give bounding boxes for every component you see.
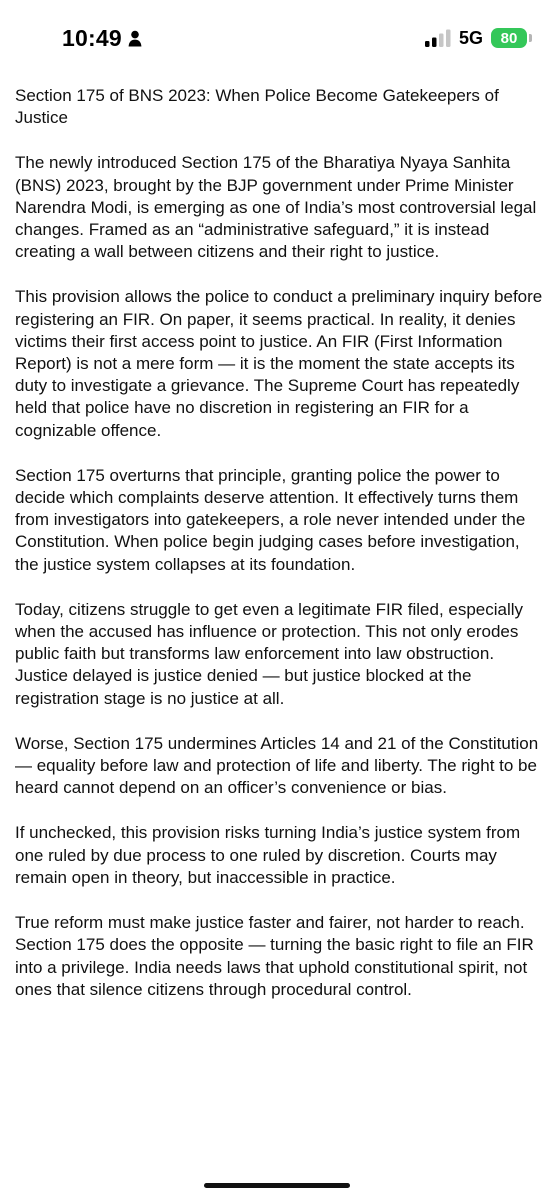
status-bar xyxy=(0,0,554,80)
home-indicator[interactable] xyxy=(204,1183,350,1188)
person-icon xyxy=(128,30,142,47)
signal-icon xyxy=(425,29,451,47)
battery-tip xyxy=(529,34,532,42)
status-right-group xyxy=(425,24,532,52)
article-paragraph-1: The newly introduced Section 175 of the Bharatiya Nyaya Sanhita (BNS) 2023, brought by the BJP government under Prime Minister Narendra Modi, is emerging as one of India’s most controversial legal changes. Framed as an “administrative safeguard,” it is instead creating a wall between citizens and their right to justice. xyxy=(15,153,537,262)
article-paragraph-4: Today, citizens struggle to get even a legitimate FIR filed, especially when the accused has influence or protection. This not only erodes public faith but transforms law enforcement into law obstruction. Justice delayed is justice denied — but justice blocked at the registration stage is no justice at all. xyxy=(15,599,524,708)
article-paragraph-2: This provision allows the police to conduct a preliminary inquiry before registering an FIR. On paper, it seems practical. In reality, it denies victims their first access point to justice. An FIR (First Information Report) is not a mere form — it is the moment the state accepts its duty to investigate a grievance. The Supreme Court has repeatedly held that police have no discretion in registering an FIR for a cognizable offence. xyxy=(15,287,543,440)
article-paragraph-3: Section 175 overturns that principle, granting police the power to decide which complaints deserve attention. It effectively turns them from investigators into gatekeepers, a role never intended under the Constitution. When police begin judging cases before investigation, the justice system collapses at its foundation. xyxy=(15,465,526,574)
article-title: Section 175 of BNS 2023: When Police Become Gatekeepers of Justice xyxy=(15,86,499,128)
battery-icon xyxy=(491,28,532,48)
status-time-group xyxy=(62,22,142,54)
article-paragraph-7: True reform must make justice faster and fairer, not harder to reach. Section 175 does the opposite — turning the basic right to file an FIR into a privilege. India needs laws that uphold constitutional spirit, not ones that silence citizens through procedural control. xyxy=(15,913,534,999)
status-time: 10:49 xyxy=(62,24,122,51)
article-body xyxy=(15,85,545,1024)
battery-level: 80 xyxy=(491,28,527,48)
network-label: 5G xyxy=(458,27,483,48)
article-paragraph-5: Worse, Section 175 undermines Articles 14 and 21 of the Constitution — equality before law and protection of life and liberty. The right to be heard cannot depend on an officer’s convenience or bias. xyxy=(15,733,539,798)
article-paragraph-6: If unchecked, this provision risks turning India’s justice system from one ruled by due process to one ruled by discretion. Courts may remain open in theory, but inaccessible in practice. xyxy=(15,823,521,887)
